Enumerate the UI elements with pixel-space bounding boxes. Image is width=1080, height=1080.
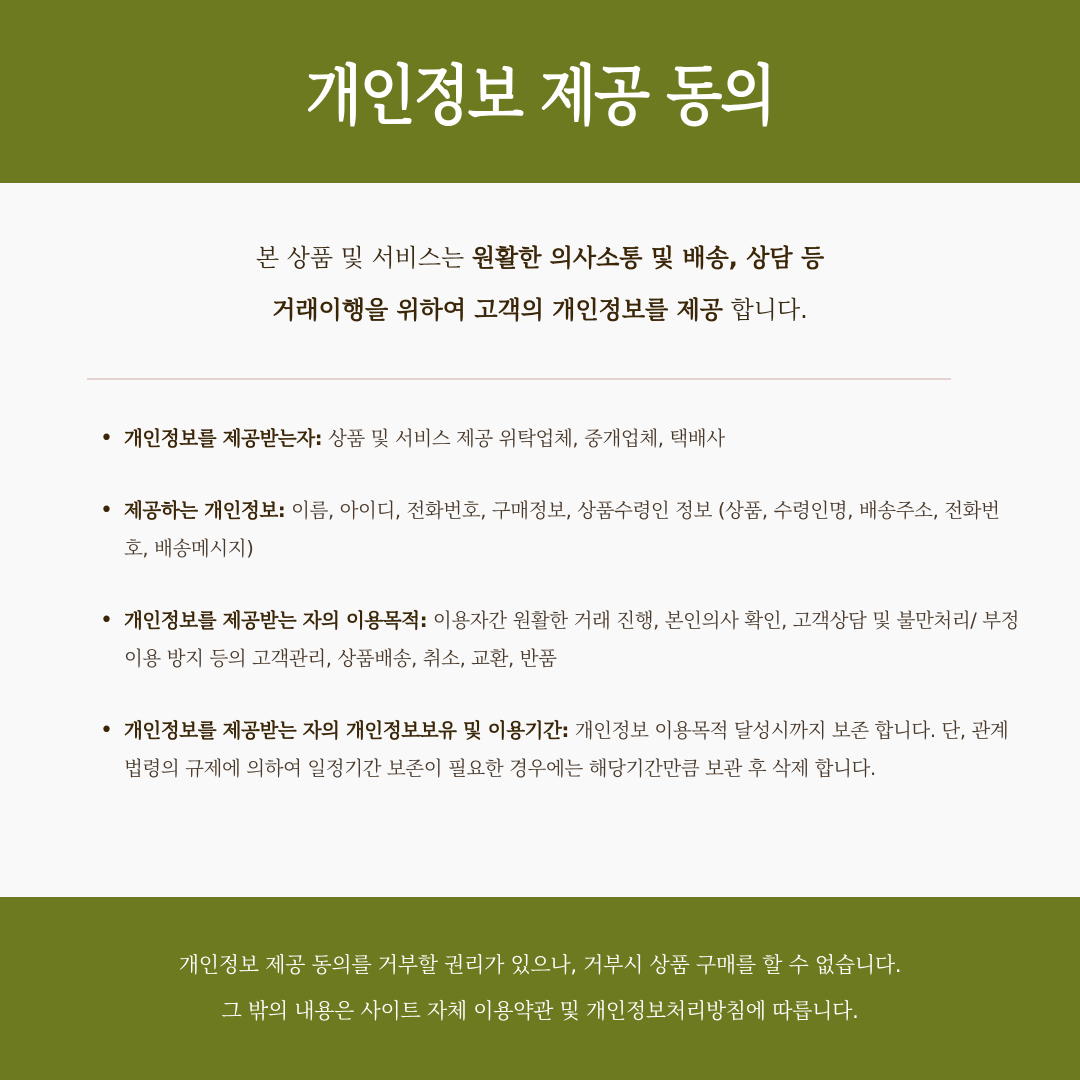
bullet-dot: • [100, 718, 113, 743]
list-item-term: 개인정보를 제공받는 자의 이용목적: [124, 609, 428, 632]
list-item-text: 개인정보 이용목적 달성시까지 보존 합니다. 단, 관계법령의 규제에 의하여 일정기간 보존이 필요한 경우에는 해당기간만큼 보관 후 삭제 합니다. [124, 719, 1009, 780]
bullet-dot: • [100, 608, 113, 633]
intro-line-2-bold: 거래이행을 위하여 고객의 개인정보를 제공 [272, 296, 723, 324]
page-title: 개인정보 제공 동의 [305, 57, 775, 134]
section-divider [87, 378, 951, 380]
intro-line-1-bold: 원활한 의사소통 및 배송, 상담 등 [471, 244, 825, 272]
list-item-term: 개인정보를 제공받는 자의 개인정보보유 및 이용기간: [124, 719, 569, 742]
list-item-term: 개인정보를 제공받는자: [124, 427, 323, 450]
footer-banner [0, 897, 1080, 1080]
consent-details-list [100, 420, 1020, 822]
intro-paragraph [0, 232, 1080, 336]
intro-line-2 [0, 284, 1080, 336]
header-banner [0, 0, 1080, 183]
list-item-term: 제공하는 개인정보: [124, 499, 286, 522]
intro-line-2-plain: 합니다. [722, 296, 808, 324]
list-item-purpose [100, 602, 1020, 678]
intro-line-1 [0, 232, 1080, 284]
list-item-recipient [100, 420, 1020, 458]
bullet-dot: • [100, 498, 113, 523]
list-item-text: 상품 및 서비스 제공 위탁업체, 중개업체, 택배사 [322, 427, 725, 450]
footer-notice-2: 그 밖의 내용은 사이트 자체 이용약관 및 개인정보처리방침에 따릅니다. [221, 999, 859, 1023]
list-item-text: 이름, 아이디, 전화번호, 구매정보, 상품수령인 정보 (상품, 수령인명, 배송주소, 전화번호, 배송메시지) [124, 499, 1000, 560]
bullet-dot: • [100, 426, 113, 451]
footer-notice-1: 개인정보 제공 동의를 거부할 권리가 있으나, 거부시 상품 구매를 할 수 없습니다. [178, 953, 902, 977]
list-item-text: 이용자간 원활한 거래 진행, 본인의사 확인, 고객상담 및 불만처리/ 부정이용 방지 등의 고객관리, 상품배송, 취소, 교환, 반품 [124, 609, 1020, 670]
list-item-provided-info [100, 492, 1020, 568]
list-item-retention [100, 712, 1020, 788]
intro-line-1-plain: 본 상품 및 서비스는 [255, 244, 472, 272]
